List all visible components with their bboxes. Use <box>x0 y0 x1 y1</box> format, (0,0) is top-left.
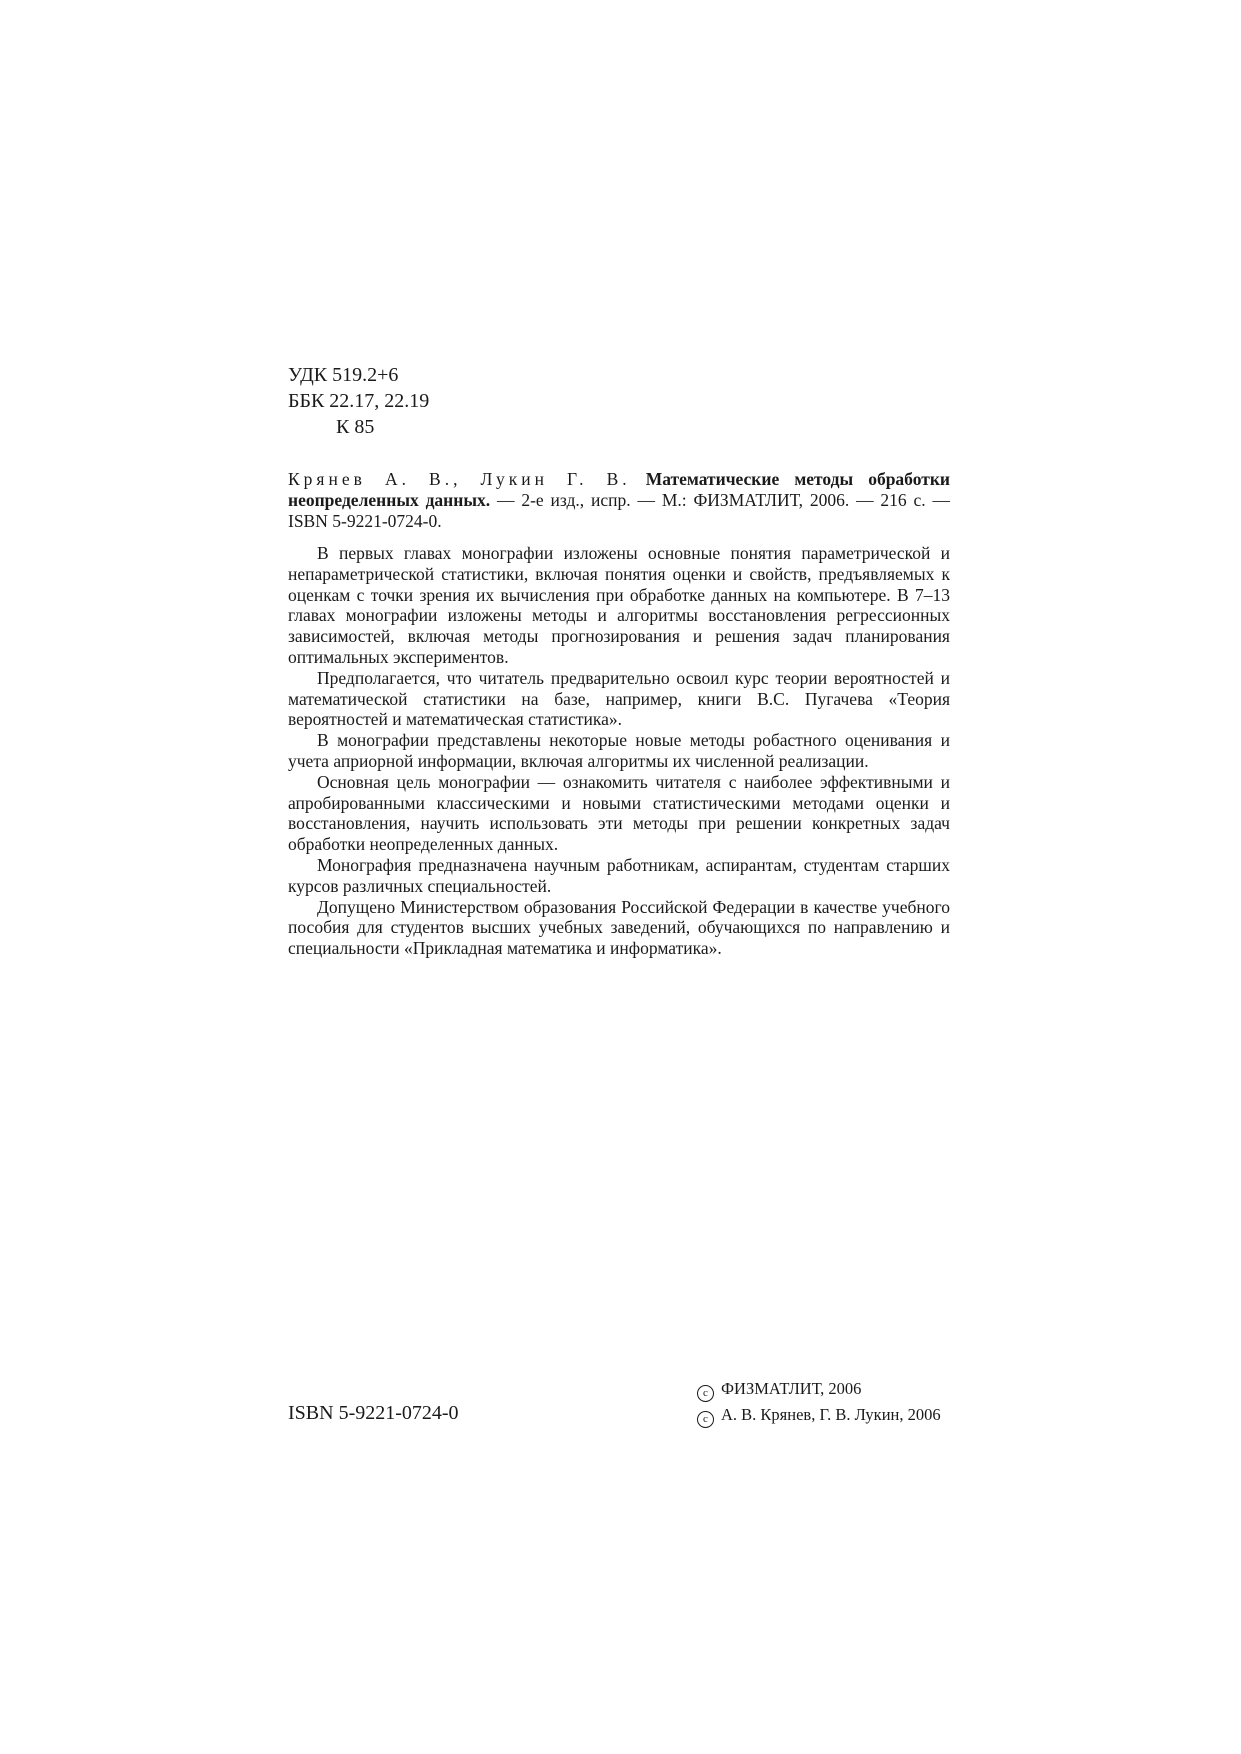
copyright-icon: c <box>697 1385 714 1402</box>
edition-details: — 2-е изд., испр. — М.: ФИЗМАТЛИТ, 2006. — 216 с. — ISBN 5-9221-0724-0. <box>288 490 951 531</box>
copyright-authors: А. В. Крянев, Г. В. Лукин, 2006 <box>721 1405 941 1424</box>
copyright-block <box>697 1376 941 1428</box>
abstract-paragraph: В первых главах монографии изложены основные понятия параметрической и непараметрической статистики, включая понятия оценки и свойств, предъявляемых к оценкам с точки зрения их вычисления при обработке данных на компьютере. В 7–13 главах монографии изложены методы и алгоритмы восстановления регрессионных зависимостей, включая методы прогнозирования и решения задач планирования оптимальных экспериментов. <box>288 543 950 667</box>
copyright-publisher: ФИЗМАТЛИТ, 2006 <box>721 1379 862 1398</box>
copyright-icon: c <box>697 1411 714 1428</box>
abstract-paragraph: В монографии представлены некоторые новые методы робастного оценивания и учета априорной информации, включая алгоритмы их численной реализации. <box>288 730 950 771</box>
copyright-line-publisher <box>697 1376 941 1402</box>
bibliographic-entry <box>288 469 950 532</box>
udc-code: УДК 519.2+6 <box>288 364 399 386</box>
abstract <box>288 543 950 959</box>
classification-block <box>288 362 429 440</box>
abstract-paragraph: Предполагается, что читатель предварительно освоил курс теории вероятностей и математической статистики на базе, например, книги В.С. Пугачева «Теория вероятностей и математическая статистика». <box>288 667 950 730</box>
author-mark: К 85 <box>336 416 375 438</box>
abstract-paragraph: Основная цель монографии — ознакомить читателя с наиболее эффективными и апробированными классическими и новыми статистическими методами оценки и восстановления, научить использовать эти методы при решении конкретных задач обработки неопределенных данных. <box>288 771 950 855</box>
abstract-paragraph: Монография предназначена научным работникам, аспирантам, студентам старших курсов различных специальностей. <box>288 854 950 896</box>
book-title: Математические методы обработки неопределенных данных. <box>288 469 950 510</box>
bbk-code: ББК 22.17, 22.19 <box>288 390 430 412</box>
abstract-paragraph: Допущено Министерством образования Российской Федерации в качестве учебного пособия для студентов высших учебных заведений, обучающихся по направлению и специальности «Прикладная математика и информатика». <box>288 896 950 959</box>
copyright-line-authors <box>697 1402 941 1428</box>
authors: Крянев А. В., Лукин Г. В. <box>288 469 631 489</box>
isbn-footer: ISBN 5-9221-0724-0 <box>288 1402 459 1424</box>
